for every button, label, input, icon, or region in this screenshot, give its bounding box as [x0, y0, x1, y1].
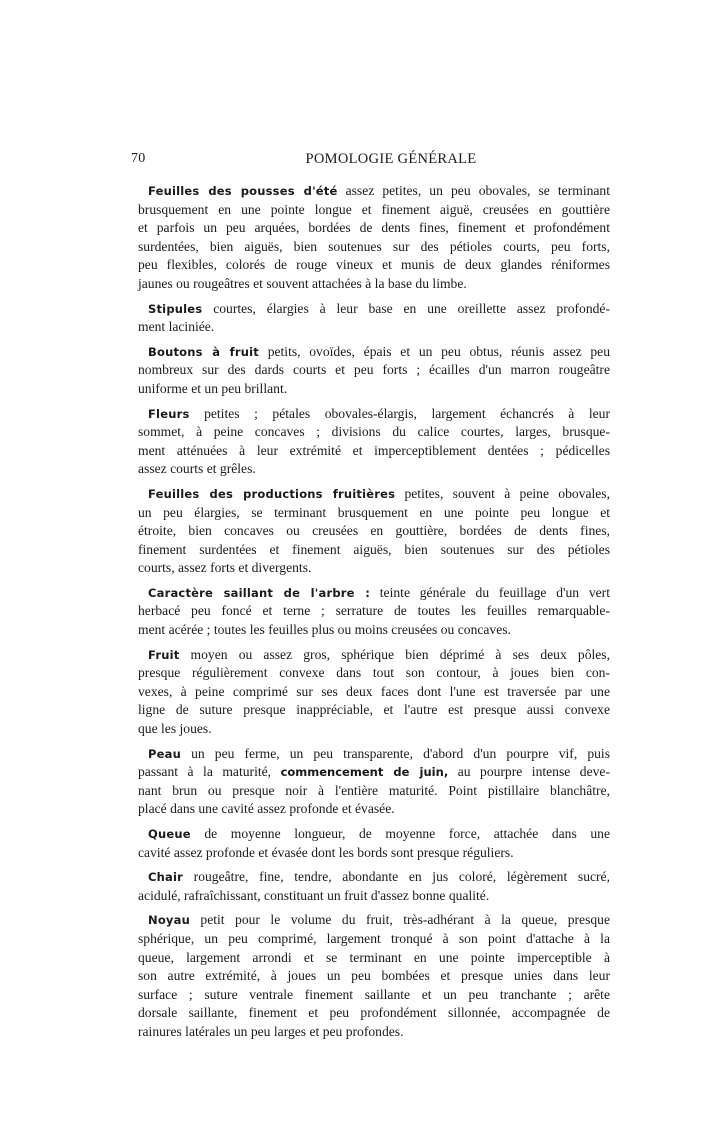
- text-line: son autre extrémité, à joues un peu bombées et presque unies dans leur: [138, 968, 610, 984]
- text-line: surface ; suture ventrale finement saillante et un peu tranchante ; arête: [138, 986, 610, 1002]
- text-line: nombreux sur des dards courts et peu forts ; écailles d'un marron rougeâtre: [138, 362, 610, 378]
- text-line: Queue de moyenne longueur, de moyenne force, attachée dans une: [148, 826, 610, 841]
- text-line: nant brun ou presque noir à l'entière maturité. Point pistillaire blanchâtre,: [138, 782, 610, 798]
- text-line: presque régulièrement convexe dans tout son contour, à joues bien con-: [138, 665, 610, 681]
- running-title: POMOLOGIE GÉNÉRALE: [305, 151, 477, 167]
- text-line: ment atténuées à leur extrémité et imperceptiblement dentées ; pédicelles: [138, 442, 610, 458]
- paragraph-term: Queue: [148, 827, 191, 841]
- paragraph-term: Stipules: [148, 301, 203, 316]
- text-line: uniforme et un peu brillant.: [138, 380, 288, 396]
- paragraph-term: Feuilles des productions fruitières: [148, 486, 396, 501]
- page-body: [138, 182, 610, 1048]
- text-line: cavité assez profonde et évasée dont les bords sont presque réguliers.: [138, 844, 514, 860]
- text-line: étroite, bien concaves ou creusées en gouttière, bordées de dents fines,: [138, 523, 610, 539]
- text-line: queue, largement arrondi et se terminant en une pointe imperceptible à: [138, 949, 610, 965]
- paragraph-fruit: [138, 646, 610, 739]
- paragraph-stipules: [138, 300, 610, 337]
- text-line: et parfois un peu arquées, bordées de dents fines, finement et profondément: [138, 220, 610, 236]
- paragraph-term: Feuilles des pousses d'été: [148, 184, 338, 198]
- text-line: Stipules courtes, élargies à leur base en une oreillette assez profondé-: [148, 300, 610, 316]
- text-line: dorsale saillante, finement et peu profondément sillonnée, accompagnée de: [138, 1005, 610, 1021]
- page-header: [131, 151, 611, 171]
- paragraph-feuilles-productions: [138, 485, 610, 578]
- text-line: Fleurs petites ; pétales obovales-élargis, largement échancrés à leur: [148, 405, 610, 421]
- text-line: que les joues.: [138, 721, 212, 737]
- paragraph-chair: [138, 868, 610, 905]
- paragraph-term: Noyau: [148, 913, 190, 928]
- paragraph-fleurs: [138, 405, 610, 479]
- text-line: peu flexibles, colorés de rouge vineux et munis de deux glandes réniformes: [138, 257, 610, 273]
- text-line: sphérique, un peu comprimé, largement tronqué à son point d'attache à la: [138, 930, 610, 946]
- text-line: placé dans une cavité assez profonde et évasée.: [138, 801, 395, 817]
- paragraph-feuilles-pousses: [138, 182, 610, 294]
- text-line: Fruit moyen ou assez gros, sphérique bien déprimé à ses deux pôles,: [148, 646, 610, 662]
- text-line: acidulé, rafraîchissant, constituant un fruit d'assez bonne qualité.: [138, 887, 490, 903]
- text-line: ment laciniée.: [138, 319, 215, 335]
- text-line: Noyau petit pour le volume du fruit, très-adhérant à la queue, presque: [148, 912, 610, 928]
- text-line: passant à la maturité, commencement de juin, au pourpre intense deve-: [138, 764, 610, 780]
- text-line: Peau un peu ferme, un peu transparente, d'abord d'un pourpre vif, puis: [148, 745, 610, 761]
- text-line: sommet, à peine concaves ; divisions du calice courtes, larges, brusque-: [138, 424, 610, 440]
- text-line: jaunes ou rougeâtres et souvent attachées à la base du limbe.: [138, 275, 467, 291]
- text-line: rainures latérales un peu larges et peu profondes.: [138, 1023, 404, 1039]
- paragraph-noyau: [138, 911, 610, 1041]
- text-line: surdentées, bien aiguës, bien soutenues sur des pétioles courts, peu forts,: [138, 238, 610, 254]
- paragraph-peau: [138, 745, 610, 819]
- text-line: brusquement en une pointe longue et finement aiguë, creusées en gouttière: [138, 201, 610, 217]
- paragraph-term: Fleurs: [148, 406, 190, 421]
- page-number: 70: [131, 151, 146, 166]
- text-line: courts, assez forts et divergents.: [138, 560, 312, 576]
- text-line: Caractère saillant de l'arbre : teinte générale du feuillage d'un vert: [148, 584, 610, 600]
- paragraph-term: Chair: [148, 870, 184, 885]
- paragraph-term: Caractère saillant de l'arbre :: [148, 585, 371, 600]
- text-line: un peu élargies, se terminant brusquement en une pointe peu longue et: [138, 504, 610, 520]
- text-line: herbacé peu foncé et terne ; serrature de toutes les feuilles remarquable-: [138, 603, 610, 619]
- paragraph-term: Peau: [148, 746, 181, 761]
- text-line: finement surdentées et finement aiguës, bien soutenues sur des pétioles: [138, 541, 610, 557]
- text-line: assez courts et grêles.: [138, 461, 256, 477]
- text-line: Feuilles des pousses d'été assez petites, un peu obovales, se terminant: [148, 183, 610, 198]
- paragraph-term: Boutons à fruit: [148, 344, 259, 359]
- ripening-date: commencement de juin,: [280, 765, 449, 780]
- text-line: ligne de suture presque inappréciable, et l'autre est presque aussi convexe: [138, 702, 610, 718]
- paragraph-term: Fruit: [148, 647, 180, 662]
- text-line: Chair rougeâtre, fine, tendre, abondante en jus coloré, légèrement sucré,: [148, 869, 610, 885]
- paragraph-boutons: [138, 343, 610, 399]
- paragraph-caractere: [138, 584, 610, 640]
- text-line: Boutons à fruit petits, ovoïdes, épais et un peu obtus, réunis assez peu: [148, 343, 610, 359]
- text-line: vexes, à peine comprimé sur ses deux faces dont l'une est traversée par une: [138, 683, 610, 699]
- text-line: ment acérée ; toutes les feuilles plus ou moins creusées ou concaves.: [138, 622, 511, 638]
- paragraph-queue: [138, 825, 610, 862]
- text-line: Feuilles des productions fruitières petites, souvent à peine obovales,: [148, 485, 610, 501]
